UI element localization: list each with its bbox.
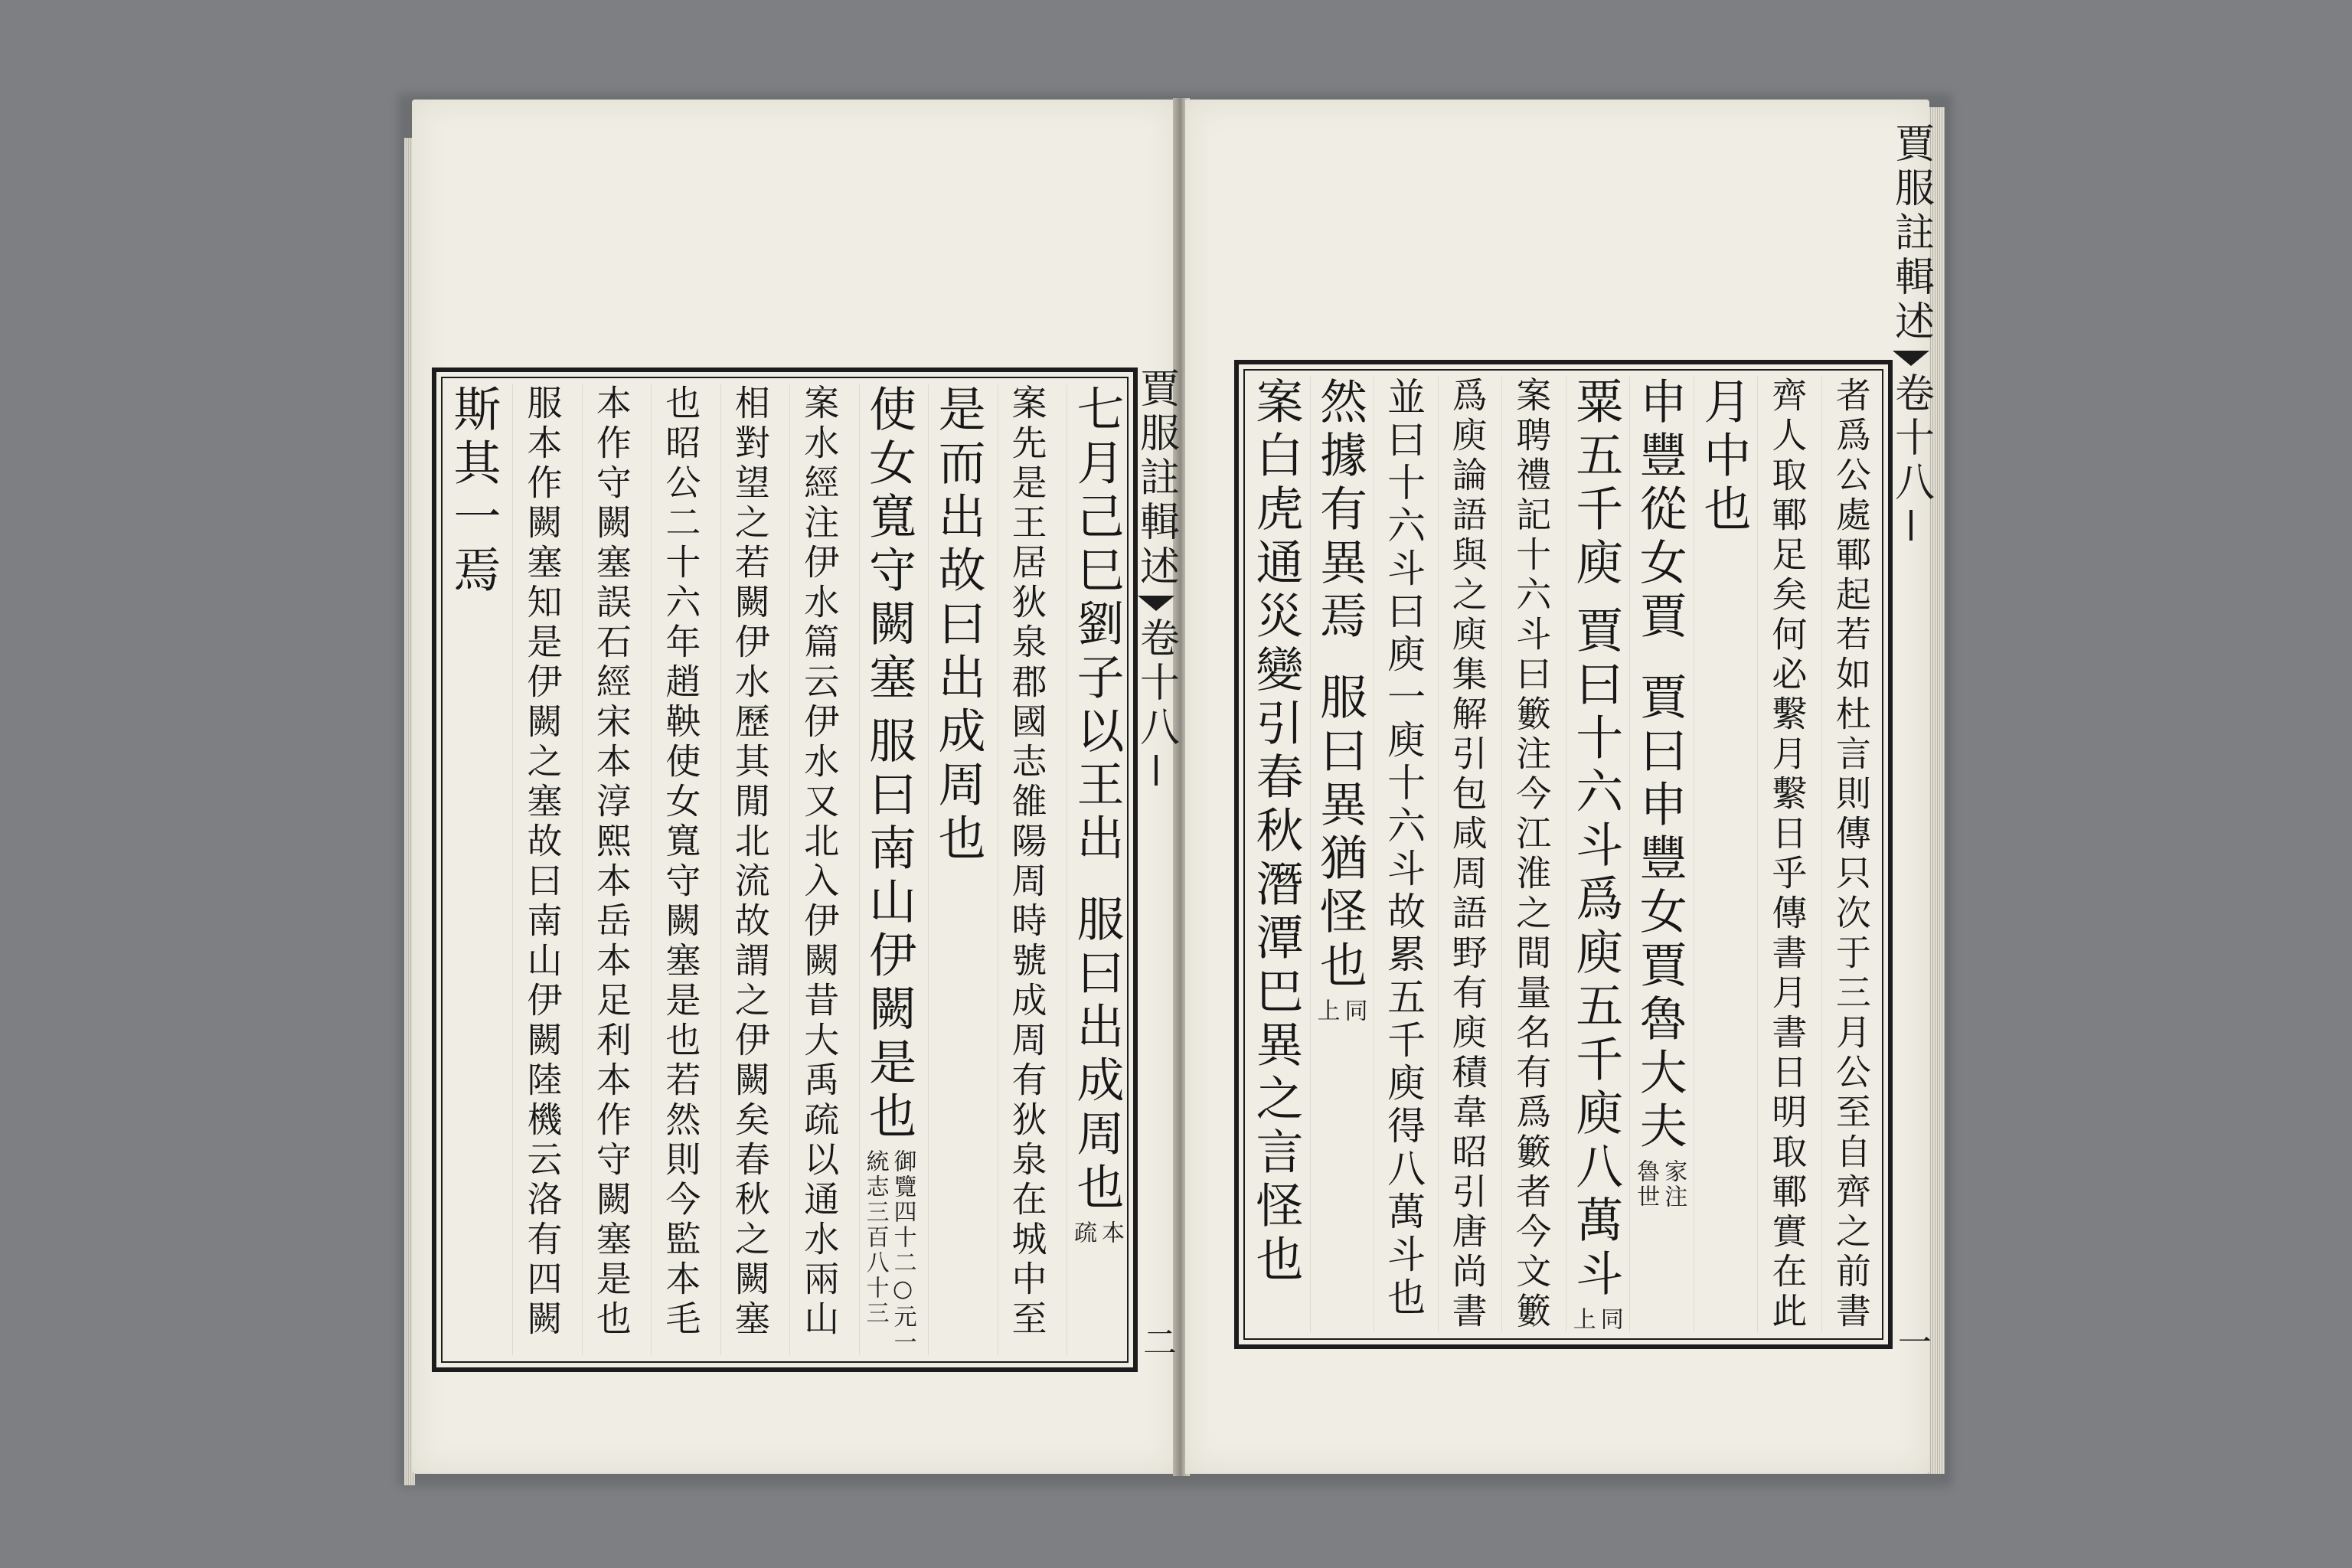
column-main-text: 賈曰申豐女賈魯大夫 <box>1632 672 1688 1155</box>
left-banxin <box>1133 368 1179 1363</box>
text-column <box>1694 377 1753 1332</box>
column-main-text: 案白虎通災變引春秋潛潭巴異之言怪也 <box>1248 377 1304 1288</box>
text-column <box>720 384 779 1355</box>
note-line: 同 <box>1596 1307 1623 1332</box>
left-banxin-title: 賈服註輯述 <box>1132 368 1179 590</box>
banxin-rule <box>1909 510 1913 541</box>
right-banxin-title: 賈服註輯述 <box>1887 122 1934 345</box>
text-column <box>1067 384 1125 1355</box>
column-main-text: 者爲公處鄆起若如杜言則傳只次于三月公至自齊之前書 <box>1830 377 1872 1332</box>
column-main-text: 服本作闕塞知是伊闕之塞故曰南山伊闕陸機云洛有四闕 <box>521 384 564 1340</box>
column-main-text: 然據有異焉 <box>1312 377 1368 645</box>
text-column <box>1310 377 1369 1332</box>
note-line: 疏 <box>1069 1220 1096 1246</box>
interlinear-note <box>1569 1307 1622 1332</box>
interlinear-note <box>1632 1159 1686 1210</box>
note-line: 同 <box>1340 998 1367 1024</box>
column-main-text: 七月己巳劉子以王出 <box>1068 384 1125 867</box>
column-main-text: 本作守闕塞誤石經宋本淳熙本岳本足利本作守闕塞是也 <box>590 384 632 1340</box>
note-line: 家注 <box>1660 1159 1687 1210</box>
column-main-text: 案水經注伊水篇云伊水又北入伊闕昔大禹疏以通水兩山 <box>799 384 841 1340</box>
text-column <box>789 384 848 1355</box>
column-main-text: 齊人取鄆足矣何必繫月繫日乎傳書月書日明取鄆實在此 <box>1766 377 1808 1332</box>
note-line: 本 <box>1096 1220 1124 1246</box>
text-column <box>512 384 571 1355</box>
banxin-rule <box>1155 755 1158 786</box>
column-main-text: 爲庾論語與之庾集解引包咸周語野有庾積韋昭引唐尚書 <box>1446 377 1488 1332</box>
column-main-text: 服曰異猶怪也 <box>1312 672 1368 994</box>
right-banxin <box>1888 122 1934 1363</box>
text-column <box>1566 377 1625 1332</box>
note-line: 御覽四十二○元一 <box>889 1149 916 1355</box>
column-main-text: 也昭公二十六年趙鞅使女寬守闕塞是也若然則今監本毛 <box>660 384 702 1340</box>
note-line: 上 <box>1568 1307 1596 1332</box>
text-column <box>1501 377 1560 1332</box>
column-main-text: 並曰十六斗曰庾一庾十六斗故累五千庾得八萬斗也 <box>1381 377 1426 1320</box>
text-column <box>444 384 502 1355</box>
left-page-frame <box>432 368 1138 1372</box>
column-main-text: 使女寬守闕塞 <box>861 384 917 706</box>
right-page-frame <box>1234 360 1893 1349</box>
text-column <box>651 384 710 1355</box>
left-banxin-volume: 卷十八 <box>1132 617 1179 750</box>
text-column <box>928 384 987 1355</box>
text-column <box>1757 377 1816 1332</box>
text-column <box>998 384 1057 1355</box>
left-page-columns <box>444 384 1125 1355</box>
interlinear-note <box>1313 998 1367 1024</box>
column-main-text: 是而出故曰出成周也 <box>930 384 987 867</box>
column-main-text: 賈曰十六斗爲庾五千庾八萬斗 <box>1567 606 1624 1302</box>
text-column <box>859 384 918 1355</box>
right-banxin-volume: 卷十八 <box>1887 372 1934 505</box>
column-main-text: 申豐從女賈 <box>1632 377 1688 645</box>
column-main-text: 相對望之若闕伊水歷其閒北流故謂之伊闕矣春秋之闕塞 <box>729 384 771 1340</box>
note-line: 魯世 <box>1632 1159 1660 1210</box>
text-column <box>1374 377 1432 1332</box>
interlinear-note <box>862 1149 916 1355</box>
text-column <box>1629 377 1688 1332</box>
left-banxin-folio: 二 <box>1137 1325 1176 1363</box>
fish-tail-mark <box>1138 596 1174 611</box>
column-main-text: 案聘禮記十六斗曰籔注今江淮之間量名有爲籔者今文籔 <box>1511 377 1553 1332</box>
interlinear-note <box>1070 1220 1123 1246</box>
left-page <box>412 100 1178 1474</box>
right-banxin-folio: 一 <box>1892 1325 1931 1363</box>
column-main-text: 服曰出成周也 <box>1068 894 1125 1216</box>
column-main-text: 服曰南山伊闕是也 <box>861 716 917 1145</box>
column-main-text: 粟五千庾 <box>1567 377 1624 591</box>
note-line: 統志三百八十三 <box>861 1149 889 1326</box>
right-page <box>1185 100 1929 1474</box>
column-main-text: 月中也 <box>1695 377 1752 537</box>
fish-tail-mark <box>1893 351 1929 366</box>
right-page-columns <box>1246 377 1880 1332</box>
column-main-text: 案先是王居狄泉郡國志雒陽周時號成周有狄泉在城中至 <box>1006 384 1048 1340</box>
note-line: 上 <box>1312 998 1340 1024</box>
text-column <box>1821 377 1880 1332</box>
text-column <box>1438 377 1497 1332</box>
column-main-text: 斯其一焉 <box>446 384 501 599</box>
text-column <box>582 384 641 1355</box>
text-column <box>1246 377 1305 1332</box>
